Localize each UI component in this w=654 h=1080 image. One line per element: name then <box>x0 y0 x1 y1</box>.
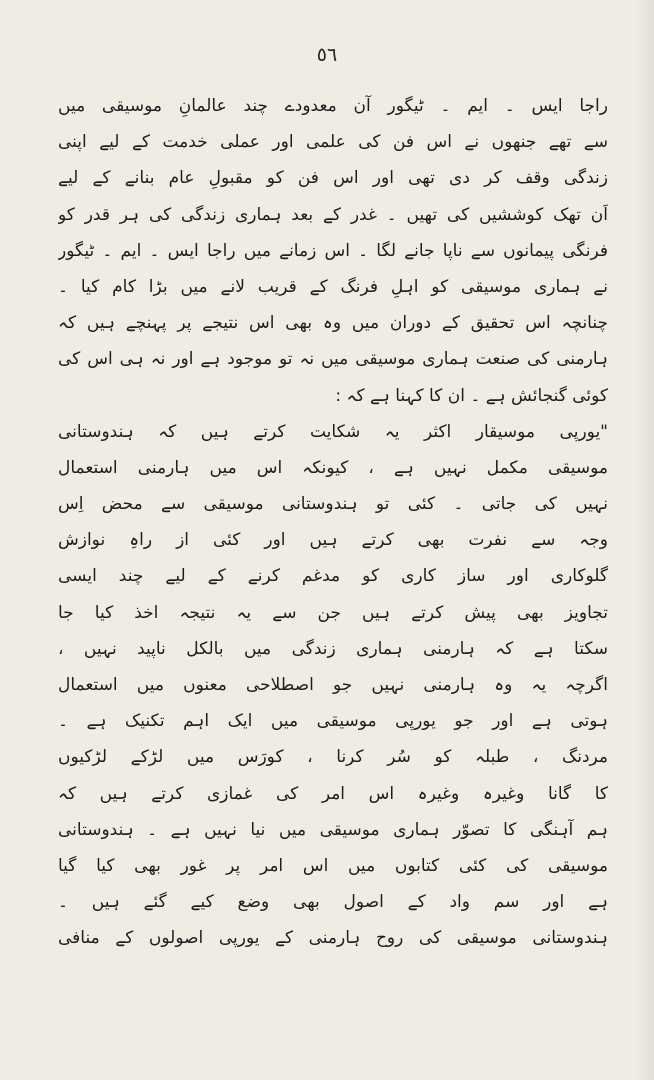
quote-line: ہم آہنگی کا تصوّر ہماری موسیقی میں نیا نہیں ہے ۔ ہندوستانی <box>58 819 608 840</box>
quote-line: موسیقی کی کئی کتابوں میں اس امر پر غور بھی کیا گیا <box>58 855 608 876</box>
text-line: نے ہماری موسیقی کو اہلِ فرنگ کے قریب لانے میں بڑا کام کیا ۔ <box>58 276 608 297</box>
body-text <box>58 88 608 957</box>
text-line: سے تھے جنھوں نے اس فن کی علمی اور عملی خدمت کے لیے اپنی <box>58 132 608 153</box>
quote-line: موسیقی مکمل نہیں ہے ، کیونکہ اس میں ہارمنی استعمال <box>58 457 608 478</box>
text-line: راجا ایس ۔ ایم ۔ ٹیگور آن معدودے چند عالمانِ موسیقی میں <box>58 96 608 116</box>
page-edge-shadow <box>636 0 654 1080</box>
quote-line: "یورپی موسیقار اکثر یہ شکایت کرتے ہیں کہ ہندوستانی <box>58 421 608 442</box>
text-line: ہارمنی کی صنعت ہماری موسیقی میں نہ تو موجود ہے اور نہ ہی اس کی <box>58 349 608 370</box>
text-line: اَن تھک کوششیں کی تھیں ۔ غدر کے بعد ہماری زندگی کی ہر قدر کو <box>58 204 608 225</box>
quote-line: تجاویز بھی پیش کرتے ہیں جن سے یہ نتیجہ اخذ کیا جا <box>58 602 608 623</box>
quote-line: سکتا ہے کہ ہارمنی ہماری زندگی میں بالکل ناپید نہیں ، <box>58 638 608 659</box>
text-line: چنانچہ اس تحقیق کے دوران میں وہ بھی اس نتیجے پر پہنچے ہیں کہ <box>58 313 608 334</box>
text-line: کوئی گنجائش ہے ۔ ان کا کہنا ہے کہ : <box>335 385 608 406</box>
quote-line: ہوتی ہے اور جو یورپی موسیقی میں ایک اہم تکنیک ہے ۔ <box>58 711 608 732</box>
text-line: فرنگی پیمانوں سے ناپا جانے لگا ۔ اس زمانے میں راجا ایس ۔ ایم ۔ ٹیگور <box>58 240 608 261</box>
text-line: زندگی وقف کر دی تھی اور اس فن کو مقبولِ عام بنانے کے لیے <box>58 168 608 189</box>
quote-line: مردنگ ، طبلہ کو سُر کرنا ، کورَس میں لڑکے لڑکیوں <box>58 747 608 768</box>
quote-line: وجہ سے نفرت بھی کرتے ہیں اور کئی از راہِ نوازش <box>58 530 608 551</box>
quote-line: ہے اور سم واد کے اصول بھی وضع کیے گئے ہیں ۔ <box>58 892 608 913</box>
quote-line: اگرچہ یہ وہ ہارمنی نہیں جو اصطلاحی معنوں میں استعمال <box>58 675 608 695</box>
quote-line: گلوکاری اور ساز کاری کو مدغم کرنے کے لیے چند ایسی <box>58 566 608 587</box>
page-number: ٥٦ <box>316 44 338 66</box>
quote-line: نہیں کی جاتی ۔ کئی تو ہندوستانی موسیقی سے محض اِس <box>58 494 608 515</box>
quote-line: ہندوستانی موسیقی کی روح ہارمنی کے یورپی اصولوں کے منافی <box>58 928 608 949</box>
quote-line: کا گانا وغیرہ وغیرہ اس امر کی غمازی کرتے ہیں کہ <box>58 783 608 804</box>
